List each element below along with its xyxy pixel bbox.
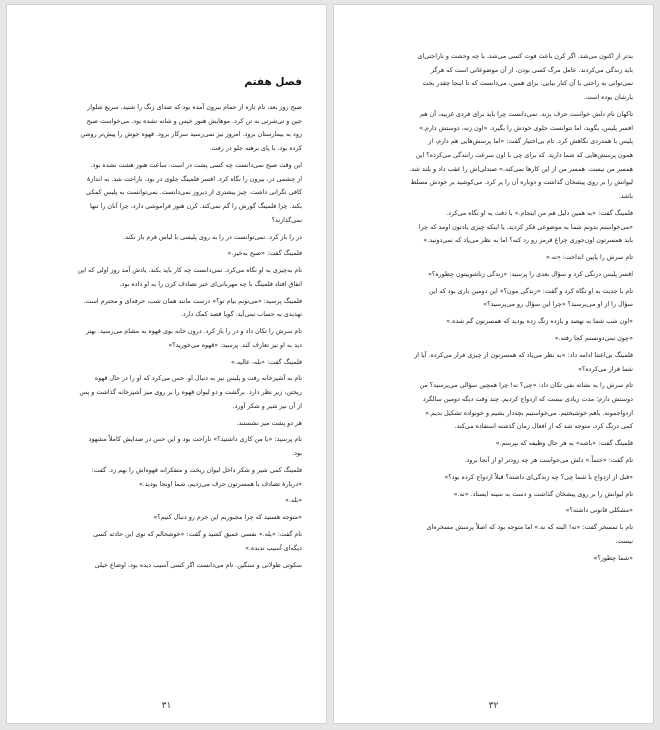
paragraph	[29, 433, 302, 460]
text-line: «می‌خواستم بدونم شما به موضوعی فکر کردید، یا اینکه چیزی یادتون اومد که چرا	[418, 223, 633, 231]
text-line: لیوانش را بر روی پیشخان گذاشت و دوباره آن را پر کرد. می‌کوشید بر خودش مسلط	[410, 179, 633, 187]
text-line: زود به بیمارستان برود. امروز نیز نمی‌رسید سرکار برود. قهوه جوش را پیش‌تر روشن	[80, 131, 302, 139]
text-line: تام سرش را به نشانه نفی تکان داد: «چی؟ نه! چرا همچین سؤالی می‌پرسید؟ من	[419, 382, 633, 390]
text-line: تاکهان تام دلش خواست حرف بزند. نمی‌دانست چرا باید برای فردی غریبه، آن هم	[420, 110, 633, 118]
text-line: سکوتی طولانی و سنگین. تام می‌دانست اگر کسی آسیب دیده بود، اوضاع خیلی	[94, 561, 302, 569]
text-line: بکند. چرا فلمینگ گورش را گم نمی‌کند. کرن هنوز فراموشی دارد، چرا آنان را تنها	[90, 203, 302, 211]
text-line: تام سرش را تکان داد و در را باز کرد. درون خانه بوی قهوه به مشام می‌رسید. بهتر	[85, 328, 302, 336]
text-line: این وقت صبح نمی‌دانست چه کسی پشت در است. ساعت هنوز هشت نشده بود.	[90, 161, 302, 169]
paragraph	[29, 417, 302, 431]
text-line: بود.	[292, 450, 302, 458]
text-line: نمی‌توانی به راحتی با آن کنار بیایی. برای همین، می‌دانست که تا اینجا چقدر بخت	[422, 80, 633, 88]
text-line: اتفاق افتاد فلمینگ با چه مهربانی‌ای خبر تصادف کرن را به او داده بود.	[119, 280, 302, 288]
paragraph	[354, 552, 633, 566]
text-line: صبح روز بعد، تام تازه از حمام بیرون آمده بود که صدای زنگ را شنید. سریع شلوار	[87, 104, 302, 111]
paragraph	[29, 494, 302, 508]
paragraph	[354, 471, 633, 485]
text-line: ازدواجمونه. باهم خوشبختیم. می‌خواستیم بچه‌دار بشیم و خونواده تشکیل بدیم.»	[425, 409, 633, 417]
paragraph	[29, 264, 302, 291]
paragraph	[354, 207, 633, 248]
paragraph	[354, 488, 633, 502]
text-line: فلمینگ گفت: «صبح به‌خیر.»	[227, 250, 302, 258]
text-line: کافی نگرانی داشت. چیز بیشتری از دیروز نمی‌دانست. نمی‌توانست به پلیس کمکی	[86, 189, 302, 197]
text-line: دیگه‌ای آسیب ندیده.»	[245, 544, 302, 552]
chapter-heading: فصل هفتم	[244, 76, 302, 88]
text-line: نمی‌گذارند؟	[271, 216, 302, 224]
text-line: از چشمی در، بیرون را نگاه کرد. افسر فلمینگ جلوی در بود. ناراحت شد. به اندازهٔ	[87, 175, 302, 183]
paragraph	[29, 559, 302, 573]
text-line: یارشان بوده است.	[583, 94, 633, 102]
paragraph	[29, 528, 302, 555]
paragraph	[354, 285, 633, 312]
text-line: «بله.»	[284, 497, 302, 505]
text-line: ریختن، زیر نظر دارد. برگشت و دو لیوان قهوه را بر روی میز آشپزخانه گذاشت و پس	[79, 389, 302, 397]
text-line: فلمینگ پرسید: «می‌تونم بیام تو؟» درست مانند همان شب، حرفه‌ای و محترم است.	[83, 297, 302, 305]
text-line: تام به‌چیزی به او نگاه می‌کرد. نمی‌دانست چه کار باید بکند. یادش آمد روز اولی که این	[77, 267, 302, 275]
page-body	[354, 50, 633, 569]
paragraph	[354, 349, 633, 376]
paragraph	[29, 247, 302, 261]
paragraph	[354, 268, 633, 282]
paragraph	[354, 332, 633, 346]
text-line: پلیس با همدردی نگاهش کرد. تام بی‌اختیار گفت: «اما پرسش‌هایی هم دارم، از	[428, 138, 633, 146]
text-line: تام با جدیت به او نگاه کرد و گفت: «زندگی مون؟» این دومین باری بود که این	[428, 287, 633, 295]
text-line: جین و تی‌شرتی به تن کرد. موهایش هنوز خیس و شانه نشده بود. می‌خواست صبح	[86, 117, 302, 125]
text-line: تهدیدی به حساب نمی‌آید. گویا قصد کمک دارد.	[180, 311, 302, 319]
text-line: نیست.	[615, 537, 633, 545]
text-line: تام گفت: «بله.» نفسی عمیق کشید و گفت: «خوشحالم که توی این حادثه کسی	[93, 531, 302, 538]
text-line: «دربارهٔ تصادف با همسرتون حرف می‌زدیم، شما اونجا بودید.»	[138, 480, 302, 488]
text-line: «اون شب شما به نهصد و یازده زنگ زده بودید که همسرتون گم شده.»	[446, 318, 633, 326]
text-line: «متوجه هستید که چرا مجبوریم این جرم رو دنبال کنیم؟»	[153, 514, 302, 522]
text-line: باید زندگی می‌کردند. عامل مرگ کسی بودن، از آن موضوعاتی است که هرگز	[430, 66, 633, 74]
text-line: هر دو پشت میز نشستند.	[236, 419, 302, 427]
text-line: سؤال را از او می‌پرسید؟ «چرا این سؤال رو می‌پرسید؟»	[483, 301, 633, 309]
text-line: فلمینگ گفت: «به همین دلیل هم من اینجام.» با دقت به او نگاه می‌کرد.	[446, 209, 633, 217]
text-line: تام گفت: «حتماً.» دلش می‌خواست هر چه زودتر او از آنجا برود.	[464, 457, 633, 465]
paragraph	[29, 464, 302, 491]
text-line: «مشکلی قانونی داشته؟»	[565, 507, 633, 515]
text-line: تام لیوانش را بر روی پیشخان گذاشت و دست به سینه ایستاد. «نه.»	[453, 490, 633, 498]
text-line: دید به او نیز تعارف کند. پرسید: «قهوه می‌خورید؟»	[168, 341, 302, 349]
paragraph	[29, 101, 302, 156]
paragraph	[354, 251, 633, 265]
text-line: تام به آشپزخانه رفت و پلیس نیز به دنبال او. حس می‌کرد که او را در حال قهوه	[94, 375, 302, 383]
text-line: کرده بود. با پای برهنه جلو در رفت.	[209, 145, 302, 153]
page-right	[334, 5, 653, 723]
text-line: «شما چطور؟»	[593, 554, 633, 562]
paragraph	[29, 372, 302, 413]
paragraph	[29, 159, 302, 228]
paragraph	[29, 325, 302, 352]
paragraph	[29, 231, 302, 245]
text-line: افسر پلیس، بگوید، اما نتوانست جلوی خودش را بگیرد. «اون زنه، دوستش دارم.»	[419, 124, 633, 132]
text-line: از آن نیز شیر و شکر آورد.	[232, 402, 302, 410]
paragraph	[29, 295, 302, 322]
page-body	[29, 75, 302, 575]
text-line: تام پرسید: «با من کاری داشتید؟» ناراحت بود و این حس در صدایش کاملاً مشهود	[88, 436, 302, 444]
text-line: دوستش دارم؛ مدت زیادی نیست که ازدواج کردیم. چند وقت دیگه دومین سالگرد	[422, 396, 633, 404]
text-line: همون پرسش‌هایی که شما دارید. که برای چی با اون سرعت رانندگی می‌کرده؟ این	[415, 152, 633, 160]
text-line: باشد.	[618, 193, 633, 201]
paragraph	[354, 379, 633, 434]
paragraph	[354, 315, 633, 329]
text-line: فلمینگ گفت: «بله، عالیه.»	[230, 358, 302, 366]
text-line: تام سرش را پایین انداخت: «نه.»	[545, 254, 633, 262]
text-line: افسر پلیس درنگی کرد و سؤال بعدی را پرسید: «زندگی زناشوییتون چطوره؟»	[427, 270, 633, 278]
page-left	[7, 5, 326, 723]
text-line: فلمینگ گفت: «باشه» به هر حال وظیفه که بپرسم.»	[495, 440, 633, 448]
text-line: در را باز کرد. نمی‌توانست در را به روی پلیسی با لباس فرم باز نکند.	[123, 233, 302, 241]
paragraph	[29, 356, 302, 370]
text-line: بدتر از اکنون می‌شد. اگر کرن باعث فوت کسی می‌شد، با چه وحشت و ناراحتی‌ای	[417, 53, 633, 60]
page-number: ۳۱	[161, 701, 172, 711]
text-line: شما فرار می‌کرده؟»	[578, 365, 633, 373]
paragraph	[354, 108, 633, 204]
text-line: «چون نمی‌دونستم کجا رفته.»	[554, 335, 633, 343]
paragraph	[354, 454, 633, 468]
paragraph	[354, 521, 633, 548]
paragraph	[29, 511, 302, 525]
text-line: کمی درنگ کرد، متوجه شد که از افعال زمان گذشته استفاده می‌کند.	[454, 423, 633, 431]
paragraph	[354, 437, 633, 451]
paragraph	[354, 504, 633, 518]
paragraph	[354, 50, 633, 105]
text-line: تام با تمسخر گفت: «نه! البته که نه.» اما متوجه بود که اصلاً پرسش مسخره‌ای	[426, 524, 633, 532]
text-line: همسر من نیست. همسر من از این کارها نمی‌کنه.» صندلی‌اش را عقب داد و بلند شد.	[409, 165, 633, 173]
text-line: باید همسرتون اون‌جوری چراغ قرمز رو رد کنه؟ اما به نظر می‌یاد که نمی‌دونید.»	[423, 237, 633, 245]
text-line: «قبل از ازدواج با شما چی؟ چه زندگی‌ای داشته؟ قبلاً ازدواج کرده بود؟»	[444, 473, 633, 481]
text-line: فلمینگ کمی شیر و شکر داخل لیوان ریخت و متفکرانه قهوه‌اش را بهم زد. گفت:	[91, 466, 302, 474]
text-line: فلمینگ بی‌اعتنا ادامه داد: «به نظر می‌یاد که همسرتون از چیزی فرار می‌کرده. آیا از	[414, 351, 633, 359]
page-number: ۳۲	[488, 701, 499, 711]
